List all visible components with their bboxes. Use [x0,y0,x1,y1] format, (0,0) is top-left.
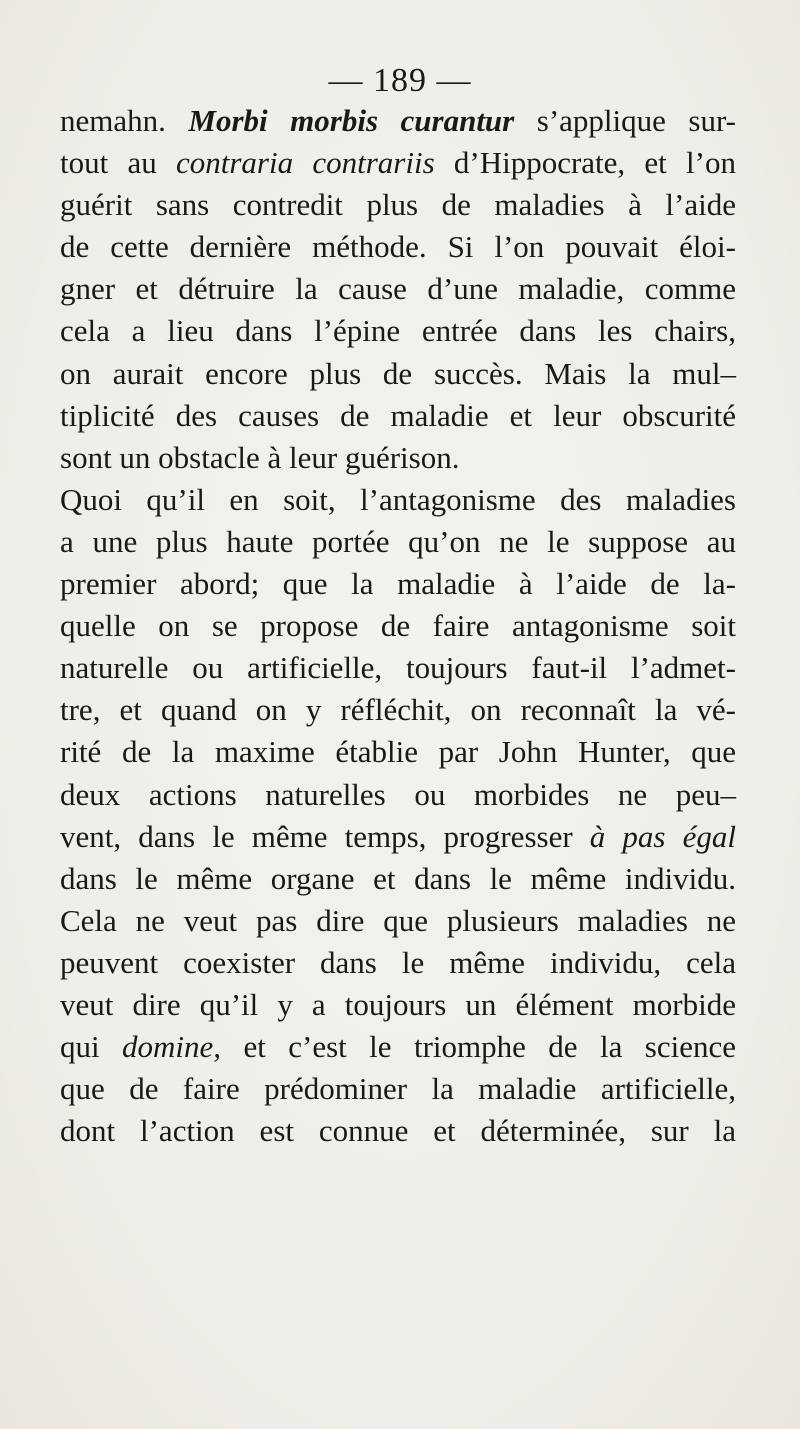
latin-phrase-morbi: Morbi morbis curantur [188,103,515,138]
text-line-11: a une plus haute portée qu’on ne le suppose au [60,523,736,559]
italic-word-domine: domine, [122,1029,222,1065]
text-line-4: de cette dernière méthode. Si l’on pouvait éloi- [60,229,736,265]
text-line-10: Quoi qu’il en soit, l’antagonisme des maladies [60,481,736,517]
text-line-21: peuvent coexister dans le même individu, cela [60,944,736,980]
body-text [60,100,736,1152]
italic-phrase-pas-egal: à pas égal [589,818,737,854]
text-line-19: dans le même organe et dans le même individu. [60,860,736,896]
text-line-9: sont un obstacle à leur guérison. [60,439,460,475]
text-line-16: rité de la maxime établie par John Hunter, que [60,734,736,770]
text-line-20: Cela ne veut pas dire que plusieurs maladies ne [60,902,736,938]
text-line-13: quelle on se propose de faire antagonisme soit [60,608,736,644]
text-line-15: tre, et quand on y réfléchit, on reconnaît la vé- [60,692,736,728]
text-line-14: naturelle ou artificielle, toujours faut-il l’admet- [60,650,736,686]
page-number: — 189 — [328,62,472,99]
text-line-7: on aurait encore plus de succès. Mais la mul– [60,355,736,391]
text-line-3: guérit sans contredit plus de maladies à l’aide [60,187,736,223]
text-line-8: tiplicité des causes de maladie et leur obscurité [60,397,736,433]
text-line-5: gner et détruire la cause d’une maladie, comme [60,271,736,307]
text-line-1: nemahn. Morbi morbis curantur s’applique sur- [60,103,736,138]
text-line-2: tout au contraria contrariis d’Hippocrate, et l’on [60,145,736,181]
text-line-12: premier abord; que la maladie à l’aide de la- [60,566,736,602]
latin-phrase-contraria: contraria contrariis [175,145,435,181]
text-line-23: qui domine, et c’est le triomphe de la science [60,1029,736,1065]
text-line-22: veut dire qu’il y a toujours un élément morbide [60,986,736,1022]
text-line-17: deux actions naturelles ou morbides ne peu– [60,776,736,812]
text-line-18: vent, dans le même temps, progresser à pas égal [60,818,737,854]
text-line-25: dont l’action est connue et déterminée, sur la [60,1113,736,1149]
text-line-24: que de faire prédominer la maladie artificielle, [60,1071,736,1107]
text-line-6: cela a lieu dans l’épine entrée dans les chairs, [60,313,736,349]
